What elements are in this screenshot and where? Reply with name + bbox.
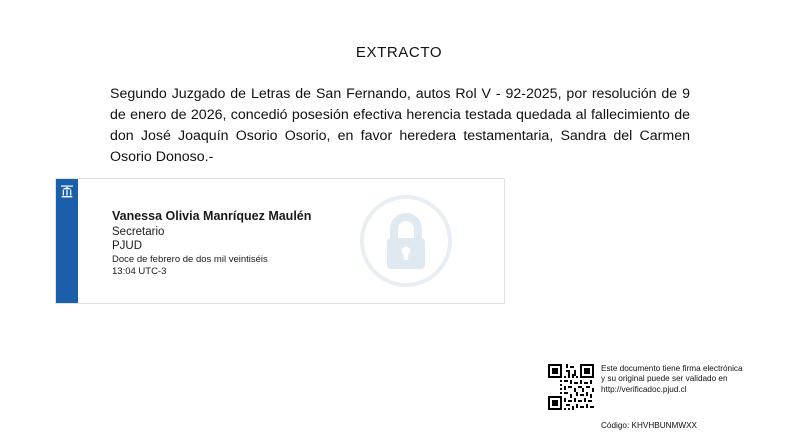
document-body-paragraph: Segundo Juzgado de Letras de San Fernando, autos Rol V - 92-2025, por resolución de 9 de enero de 2026, concedió posesión efectiva herencia testada quedada al fallecimiento de don José Joaquín Osorio Osorio, en favor heredera testamentaria, Sandra del Carmen Osorio Donoso.-	[110, 86, 690, 165]
verification-notice-line-1: Este documento tiene firma electrónica	[601, 364, 743, 373]
signature-date: Doce de febrero de dos mil veintiséis	[112, 254, 268, 265]
verification-notice	[601, 364, 777, 395]
signature-accent-bar	[56, 179, 78, 303]
lock-icon	[360, 195, 452, 287]
verification-url[interactable]: http://verificadoc.pjud.cl	[601, 384, 687, 394]
signature-time: 13:04 UTC-3	[112, 266, 167, 277]
verification-footer	[548, 364, 788, 410]
electronic-signature-block	[55, 178, 505, 304]
verification-notice-line-2: y su original puede ser validado en	[601, 374, 728, 384]
courthouse-icon	[61, 185, 74, 201]
qr-code-icon	[548, 364, 594, 410]
signature-content	[78, 179, 504, 303]
signer-organization: PJUD	[112, 240, 143, 252]
document-title: EXTRACTO	[355, 44, 443, 61]
signer-role: Secretario	[112, 226, 165, 238]
signer-name: Vanessa Olivia Manríquez Maulén	[112, 209, 312, 223]
verification-code: Código: KHVHBUNMWXX	[601, 421, 697, 430]
